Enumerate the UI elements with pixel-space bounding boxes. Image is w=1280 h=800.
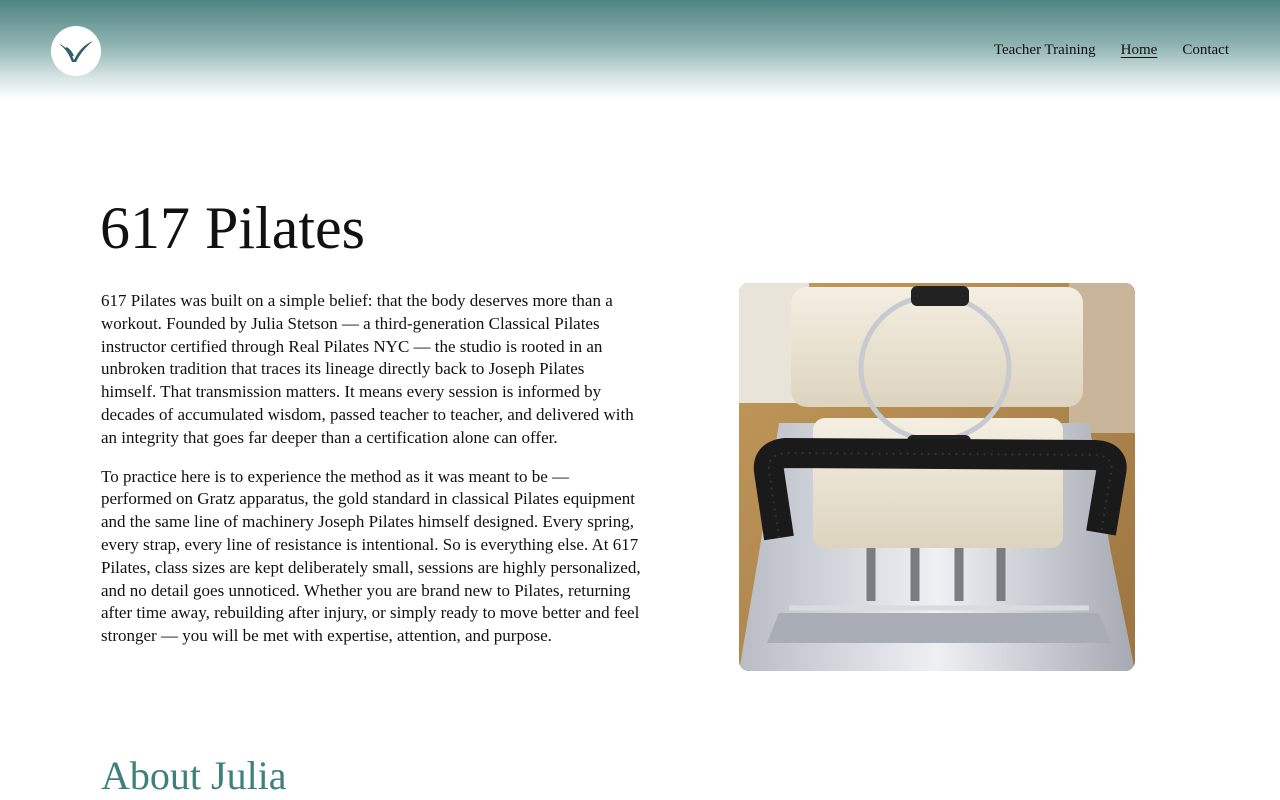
intro-text [101, 290, 641, 664]
reformer-illustration [739, 283, 1135, 671]
intro-paragraph: 617 Pilates was built on a simple belief: that the body deserves more than a workout. Founded by Julia Stetson — a third-generation Classical Pilates instructor certified through Real Pilates NYC — the studio is rooted in an unbroken tradition that traces its lineage directly back to Joseph Pilates himself. That transmission matters. It means every session is informed by decades of accumulated wisdom, passed teacher to teacher, and delivered with an integrity that goes far deeper than a certification alone can offer. [101, 291, 634, 447]
intro-paragraph: To practice here is to experience the method as it was meant to be — performed on Gratz apparatus, the gold standard in classical Pilates equipment and the same line of machinery Joseph Pilates himself designed. Every spring, every strap, every line of resistance is intentional. So is everything else. At 617 Pilates, class sizes are kept deliberately small, sessions are highly personalized, and no detail goes unnoticed. Whether you are brand new to Pilates, returning after time away, rebuilding after injury, or simply ready to move better and feel stronger — you will be met with expertise, attention, and purpose. [101, 466, 641, 646]
nav-contact[interactable]: Contact [1182, 42, 1229, 58]
reformer-photo [739, 283, 1135, 671]
about-heading: About Julia [101, 753, 287, 798]
home-logo[interactable] [51, 26, 101, 76]
nav-home[interactable]: Home [1120, 42, 1158, 58]
page-title: 617 Pilates [100, 195, 365, 261]
nav-teacher-training[interactable]: Teacher Training [993, 42, 1096, 58]
main-nav [994, 41, 1229, 59]
site-header [0, 0, 1280, 100]
bird-icon [57, 38, 95, 64]
